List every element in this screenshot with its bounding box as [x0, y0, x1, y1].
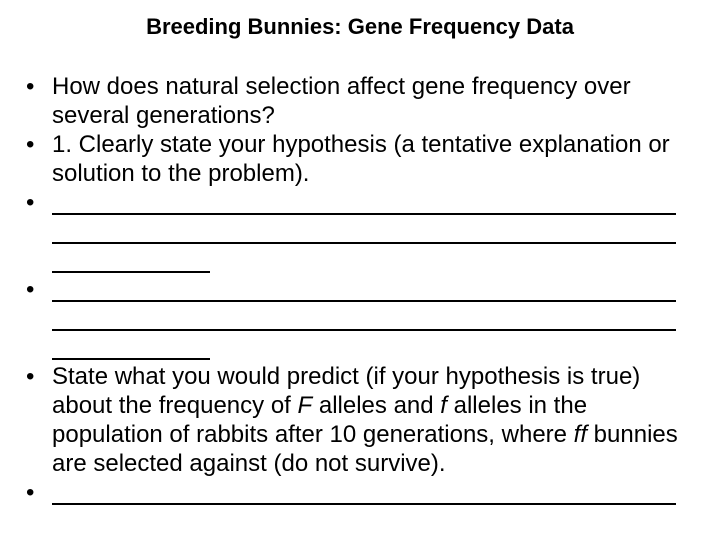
bullet-question [0, 72, 720, 130]
bullet-text-part: State what you would predict (if your hypothesis is true) about the frequency of [52, 363, 641, 419]
answer-line[interactable] [52, 246, 210, 275]
answer-line[interactable] [52, 478, 676, 507]
bullet-hypothesis-prompt [0, 130, 720, 188]
bullet-dot-icon: • [26, 363, 35, 390]
bullet-dot-icon: • [26, 131, 35, 158]
allele-dominant: F [297, 392, 313, 419]
bullet-text-part: alleles in the population of rabbits after 10 generations, where [52, 392, 588, 448]
bullet-answer-blank-1[interactable] [0, 188, 720, 275]
bullet-answer-blank-2[interactable] [0, 275, 720, 362]
bullet-text: How does natural selection affect gene frequency over several generations? [52, 73, 631, 129]
slide-title: Breeding Bunnies: Gene Frequency Data [146, 14, 574, 39]
bullet-text: 1. Clearly state your hypothesis (a tentative explanation or solution to the problem). [52, 131, 670, 187]
genotype-ff: ff [573, 421, 588, 448]
allele-recessive: f [440, 392, 447, 419]
bullet-text-part: bunnies are selected against (do not survive). [52, 421, 678, 477]
bullet-dot-icon: • [26, 276, 35, 303]
answer-line[interactable] [52, 217, 676, 246]
bullet-dot-icon: • [26, 479, 35, 506]
bullet-dot-icon: • [26, 189, 35, 216]
bullet-dot-icon: • [26, 73, 35, 100]
bullet-list [0, 72, 720, 507]
bullet-answer-blank-3[interactable] [0, 478, 720, 507]
answer-line[interactable] [52, 304, 676, 333]
bullet-text-part: alleles and [312, 392, 441, 419]
bullet-prediction-prompt [0, 362, 720, 478]
answer-line[interactable] [52, 188, 676, 217]
answer-line[interactable] [52, 333, 210, 362]
answer-line[interactable] [52, 275, 676, 304]
